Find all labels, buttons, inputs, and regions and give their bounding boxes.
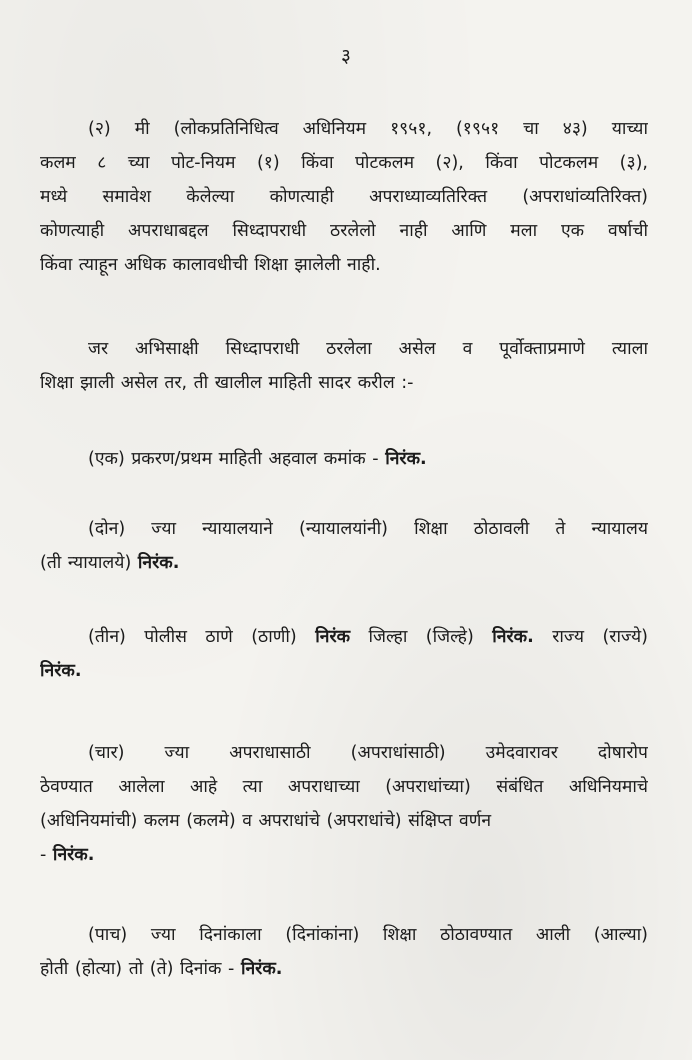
intro-paragraph: [40, 332, 648, 400]
clause-2-line-5: किंवा त्याहून अधिक कालावधीची शिक्षा झालेली नाही.: [40, 255, 381, 275]
item-5-line-2: [40, 952, 648, 986]
item-3-police-station: (तीन) पोलीस ठाणे (ठाणी): [88, 627, 297, 647]
intro-line-2: शिक्षा झाली असेल तर, ती खालील माहिती सादर करील :-: [40, 373, 414, 393]
item-4-paragraph: [40, 736, 648, 872]
clause-2-line-2: कलम ८ च्या पोट-नियम (१) किंवा पोटकलम (२), किंवा पोटकलम (३),: [40, 153, 648, 173]
item-3-line-1: [40, 620, 648, 654]
item-2-line-1: (दोन) ज्या न्यायालयाने (न्यायालयांनी) शिक्षा ठोठावली ते न्यायालय: [88, 519, 648, 539]
item-4-line-4: [40, 838, 648, 872]
item-5-line-1: (पाच) ज्या दिनांकाला (दिनांकांना) शिक्षा ठोठावण्यात आली (आल्या): [88, 925, 648, 945]
item-4-answer: निरंक.: [52, 845, 95, 865]
item-5-paragraph: [40, 918, 648, 986]
item-3-district: जिल्हा (जिल्हे): [368, 627, 474, 647]
item-3-answer-3: निरंक.: [40, 661, 82, 681]
item-3-state: राज्य (राज्ये): [552, 627, 648, 647]
item-4-dash: -: [40, 845, 47, 865]
item-3-paragraph: [40, 620, 648, 688]
clause-2-paragraph: [40, 112, 648, 282]
item-3-answer-1: निरंक: [315, 627, 351, 647]
page-number: ३: [341, 45, 351, 67]
item-5-answer: निरंक.: [240, 959, 283, 979]
clause-2-line-1: (२) मी (लोकप्रतिनिधित्व अधिनियम १९५१, (१९५१ चा ४३) याच्या: [88, 119, 648, 139]
clause-2-line-4: कोणत्याही अपराधाबद्दल सिध्दापराधी ठरलेलो नाही आणि मला एक वर्षाची: [40, 221, 648, 241]
item-4-line-1: (चार) ज्या अपराधासाठी (अपराधांसाठी) उमेदवारावर दोषारोप: [88, 743, 648, 763]
item-1-line: [40, 442, 648, 476]
item-1-paragraph: [40, 442, 648, 476]
item-5-text: होती (होत्या) तो (ते) दिनांक -: [40, 959, 235, 979]
clause-2-line-3: मध्ये समावेश केलेल्या कोणत्याही अपराध्याव्यतिरिक्त (अपराधांव्यतिरिक्त): [40, 187, 648, 207]
item-2-line-2: [40, 546, 648, 580]
item-2-text: (ती न्यायालये): [40, 553, 132, 573]
item-1-answer: निरंक.: [385, 449, 427, 469]
intro-line-1: जर अभिसाक्षी सिध्दापराधी ठरलेला असेल व पूर्वोक्ताप्रमाणे त्याला: [88, 339, 648, 359]
item-2-answer: निरंक.: [137, 553, 180, 573]
item-3-answer-2: निरंक.: [492, 627, 534, 647]
item-4-line-2: ठेवण्यात आलेला आहे त्या अपराधाच्या (अपराधांच्या) संबंधित अधिनियमाचे: [40, 777, 648, 797]
item-1-text: (एक) प्रकरण/प्रथम माहिती अहवाल कमांक -: [88, 449, 379, 469]
item-4-line-3: (अधिनियमांची) कलम (कलमे) व अपराधांचे (अपराधांचे) संक्षिप्त वर्णन: [40, 811, 492, 831]
item-2-paragraph: [40, 512, 648, 580]
